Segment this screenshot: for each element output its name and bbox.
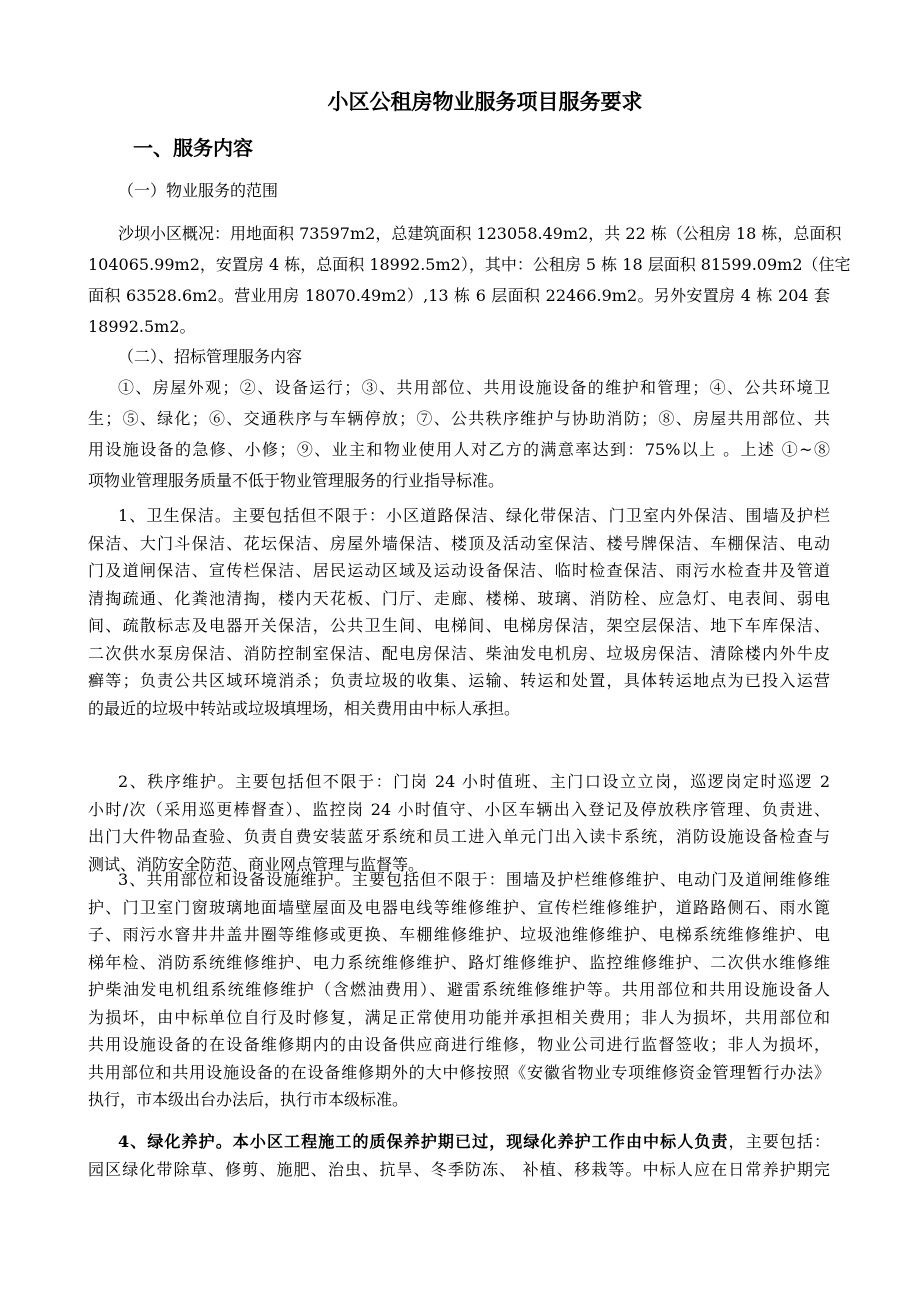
- section-heading: 一、服务内容: [133, 136, 253, 160]
- text-line: [88, 1128, 830, 1156]
- text-line: 园区绿化带除草、修剪、施肥、治虫、抗旱、冬季防冻、 补植、移栽等。中标人应在日常养护期完: [88, 1159, 830, 1179]
- order-maintenance-paragraph: [88, 768, 830, 878]
- text-line: 18992.5m2。: [88, 317, 196, 336]
- subsection-heading-scope: （一）物业服务的范围: [118, 181, 279, 200]
- text-line: 间、疏散标志及电器开关保洁，公共卫生间、电梯间、电梯房保洁，架空层保洁、地下车库保洁、: [88, 616, 830, 635]
- text-line: 面积 63528.6m2。营业用房 18070.49m2）,13 栋 6 层面积 22466.9m2。另外安置房 4 栋 204 套: [88, 286, 830, 305]
- text-line: 梯年检、消防系统维修维护、电力系统维修维护、路灯维修维护、监控维修维护、二次供水维修维: [88, 952, 830, 972]
- text-line: 二次供水泵房保洁、消防控制室保洁、配电房保洁、柴油发电机房、垃圾房保洁、清除楼内外牛皮: [88, 643, 830, 663]
- text: ，主要包括：: [728, 1132, 830, 1151]
- text-line: 2、秩序维护。主要包括但不限于：门岗 24 小时值班、主门口设立立岗，巡逻岗定时巡逻 2: [118, 772, 830, 791]
- text-line: 护、门卫室门窗玻璃地面墙壁屋面及电器电线等维修维护、宣传栏维修维护，道路路侧石、雨水篦: [88, 897, 830, 917]
- text-line: 癣等；负责公共区域环境消杀；负责垃圾的收集、运输、转运和处置，具体转运地点为已投入运营: [88, 671, 830, 690]
- text-line: 保洁、大门斗保洁、花坛保洁、房屋外墙保洁、楼顶及活动室保洁、楼号牌保洁、车棚保洁、电动: [88, 533, 830, 553]
- text-line: 护柴油发电机组系统维修维护（含燃油费用）、避雷系统维修维护等。共用部位和共用设施设备人: [88, 980, 830, 999]
- text-line: 共用设施设备的在设备维修期内的由设备供应商进行维修，物业公司进行监督签收；非人为损坏，: [88, 1035, 830, 1054]
- subsection-heading-content: （二）、招标管理服务内容: [118, 347, 303, 366]
- items-paragraph: [88, 372, 830, 496]
- text-line: 小时/次（采用巡更棒督查）、监控岗 24 小时值守、小区车辆出入登记及停放秩序管理、负责进、: [88, 799, 830, 819]
- sanitation-paragraph: [88, 502, 830, 722]
- text-line: 104065.99m2，安置房 4 栋，总面积 18992.5m2），其中：公租房 5 栋 18 层面积 81599.09m2（住宅: [88, 255, 851, 274]
- text-line: 的最近的垃圾中转站或垃圾填埋场，相关费用由中标人承担。: [88, 698, 521, 718]
- text-line: 为损坏，由中标单位自行及时修复，满足正常使用功能并承担相关费用；非人为损坏，共用部位和: [88, 1007, 830, 1027]
- text-line: 清掏疏通、化粪池清掏，楼内天花板、门厅、走廊、楼梯、玻璃、消防栓、应急灯、电表间、弱电: [88, 588, 830, 608]
- text-line: 执行，市本级出台办法后，执行市本级标准。: [88, 1090, 409, 1109]
- text-line: 3、共用部位和设备设施维护。主要包括但不限于：围墙及护栏维修维护、电动门及道闸维修维: [118, 870, 830, 889]
- greening-paragraph: [88, 1128, 830, 1183]
- text-line: 项物业管理服务质量不低于物业管理服务的行业指导标准。: [88, 471, 505, 490]
- overview-paragraph: [88, 218, 851, 342]
- text-line: 出门大件物品查验、负责自费安装蓝牙系统和员工进入单元门出入读卡系统，消防设施设备检查与: [88, 827, 830, 846]
- text-line: 门及道闸保洁、宣传栏保洁、居民运动区域及运动设备保洁、临时检查保洁、雨污水检查井及管道: [88, 561, 830, 580]
- text-line: 沙坝小区概况：用地面积 73597m2，总建筑面积 123058.49m2，共 22 栋（公租房 18 栋，总面积: [118, 224, 842, 243]
- document-title: 小区公租房物业服务项目服务要求: [327, 89, 643, 114]
- text-line: 子、雨污水窨井井盖井圈等维修或更换、车棚维修维护、垃圾池维修维护、电梯系统维修维护、电: [88, 925, 830, 944]
- text-line: ①、房屋外观；②、设备运行；③、共用部位、共用设施设备的维护和管理；④、公共环境卫: [118, 378, 830, 397]
- text-line: 生；⑤、绿化；⑥、交通秩序与车辆停放；⑦、公共秩序维护与协助消防；⑧、房屋共用部位、共: [88, 409, 830, 428]
- text-line: 测试、消防安全防范、商业网点管理与监督等。: [88, 854, 425, 874]
- text-line: 用设施设备的急修、小修；⑨、业主和物业使用人对乙方的满意率达到：75%以上 。上述 ①~⑧: [88, 440, 830, 459]
- text-line: 共用部位和共用设施设备的在设备维修期外的大中修按照《安徽省物业专项维修资金管理暂行办法》: [88, 1062, 830, 1082]
- facility-maintenance-paragraph: [88, 866, 830, 1114]
- text-line: 1、卫生保洁。主要包括但不限于：小区道路保洁、绿化带保洁、门卫室内外保洁、围墙及护栏: [118, 506, 830, 525]
- bold-text: 4、绿化养护。本小区工程施工的质保养护期已过，现绿化养护工作由中标人负责: [118, 1132, 729, 1151]
